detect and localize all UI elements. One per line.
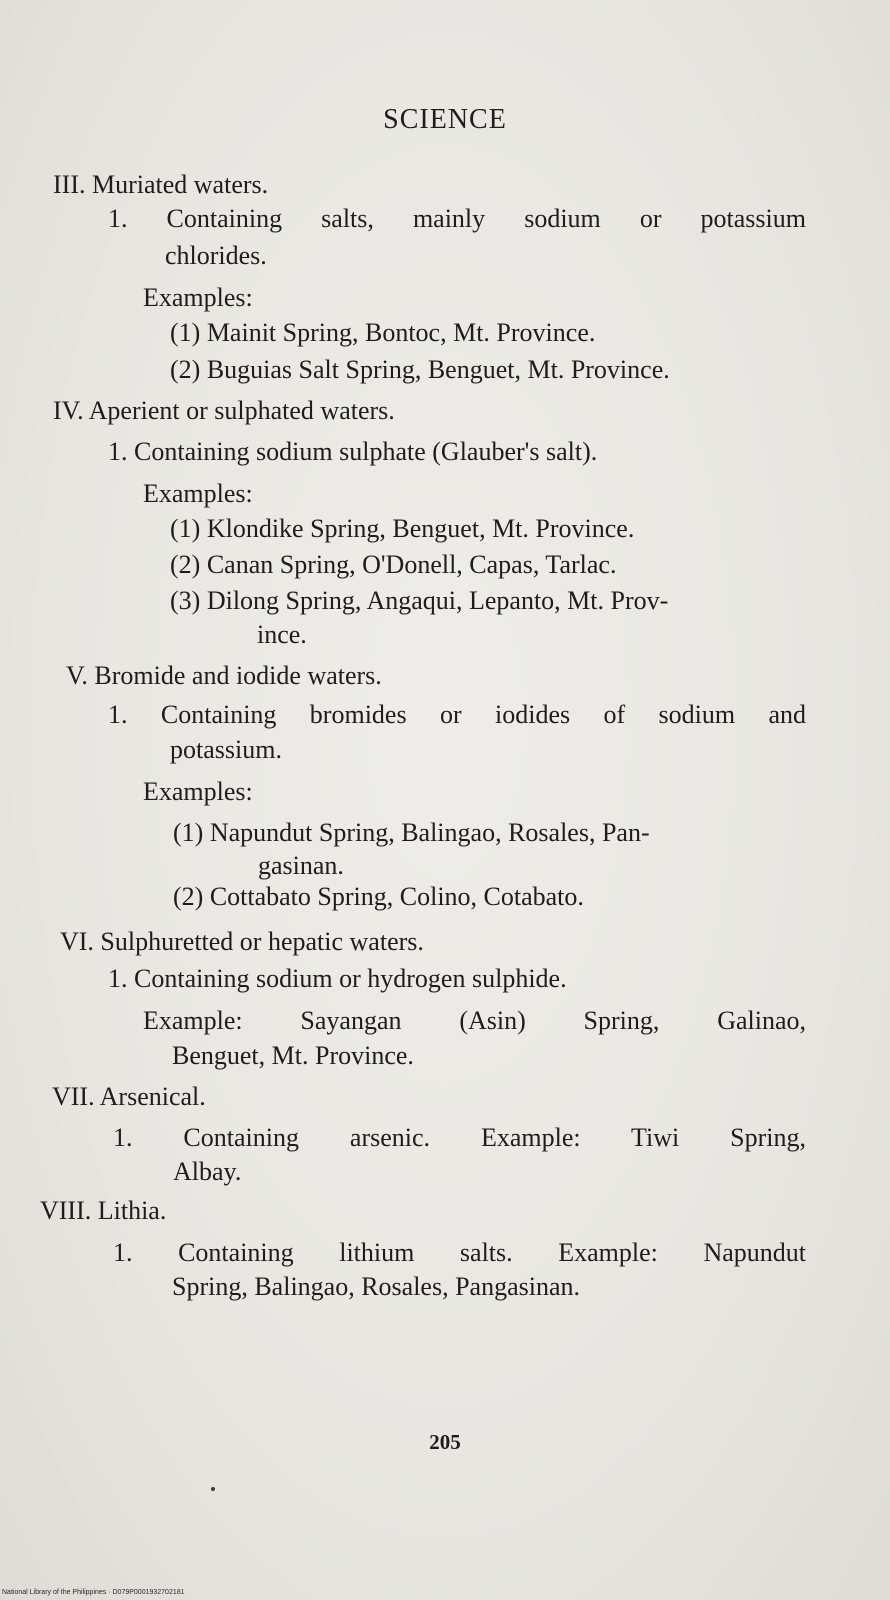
- item-text-continued: Albay.: [173, 1157, 242, 1186]
- item-text: 1. Containing sodium sulphate (Glauber's salt).: [108, 437, 598, 466]
- page-number: 205: [429, 1430, 461, 1454]
- example-entry: (1) Klondike Spring, Benguet, Mt. Province.: [170, 514, 635, 543]
- examples-label: Examples:: [143, 777, 253, 806]
- item-text: 1. Containing arsenic. Example: Tiwi Spring,: [113, 1123, 806, 1152]
- item-text: 1. Containing lithium salts. Example: Napundut: [113, 1238, 806, 1267]
- example-entry: (1) Napundut Spring, Balingao, Rosales, Pan-: [173, 818, 650, 847]
- running-header: SCIENCE: [383, 104, 507, 135]
- item-text: 1. Containing bromides or iodides of sodium and: [108, 700, 806, 729]
- example-entry: Example: Sayangan (Asin) Spring, Galinao,: [143, 1006, 806, 1035]
- section-heading-v: V. Bromide and iodide waters.: [66, 661, 382, 690]
- example-entry: (1) Mainit Spring, Bontoc, Mt. Province.: [170, 318, 596, 347]
- item-text-continued: potassium.: [170, 735, 282, 764]
- item-text-continued: chlorides.: [165, 241, 267, 270]
- ink-speck: [211, 1487, 215, 1491]
- scan-footer-credit: National Library of the Philippines · D079P0001932702181: [2, 1589, 185, 1596]
- section-heading-iv: IV. Aperient or sulphated waters.: [53, 396, 395, 425]
- examples-label: Examples:: [143, 283, 253, 312]
- example-entry-continued: Benguet, Mt. Province.: [172, 1041, 414, 1070]
- example-entry-continued: ince.: [257, 620, 307, 649]
- item-text: 1. Containing sodium or hydrogen sulphide.: [108, 964, 567, 993]
- examples-label: Examples:: [143, 479, 253, 508]
- example-entry-continued: gasinan.: [258, 851, 344, 880]
- example-entry: (2) Cottabato Spring, Colino, Cotabato.: [173, 882, 584, 911]
- example-entry: (2) Buguias Salt Spring, Benguet, Mt. Province.: [170, 355, 670, 384]
- section-heading-iii: III. Muriated waters.: [53, 170, 269, 199]
- section-heading-vii: VII. Arsenical.: [52, 1082, 206, 1111]
- item-text: 1. Containing salts, mainly sodium or potassium: [108, 204, 806, 233]
- item-text-continued: Spring, Balingao, Rosales, Pangasinan.: [172, 1272, 581, 1301]
- example-entry: (2) Canan Spring, O'Donell, Capas, Tarlac.: [170, 550, 617, 579]
- section-heading-vi: VI. Sulphuretted or hepatic waters.: [60, 927, 424, 956]
- section-heading-viii: VIII. Lithia.: [40, 1196, 167, 1225]
- example-entry: (3) Dilong Spring, Angaqui, Lepanto, Mt. Prov-: [170, 586, 669, 615]
